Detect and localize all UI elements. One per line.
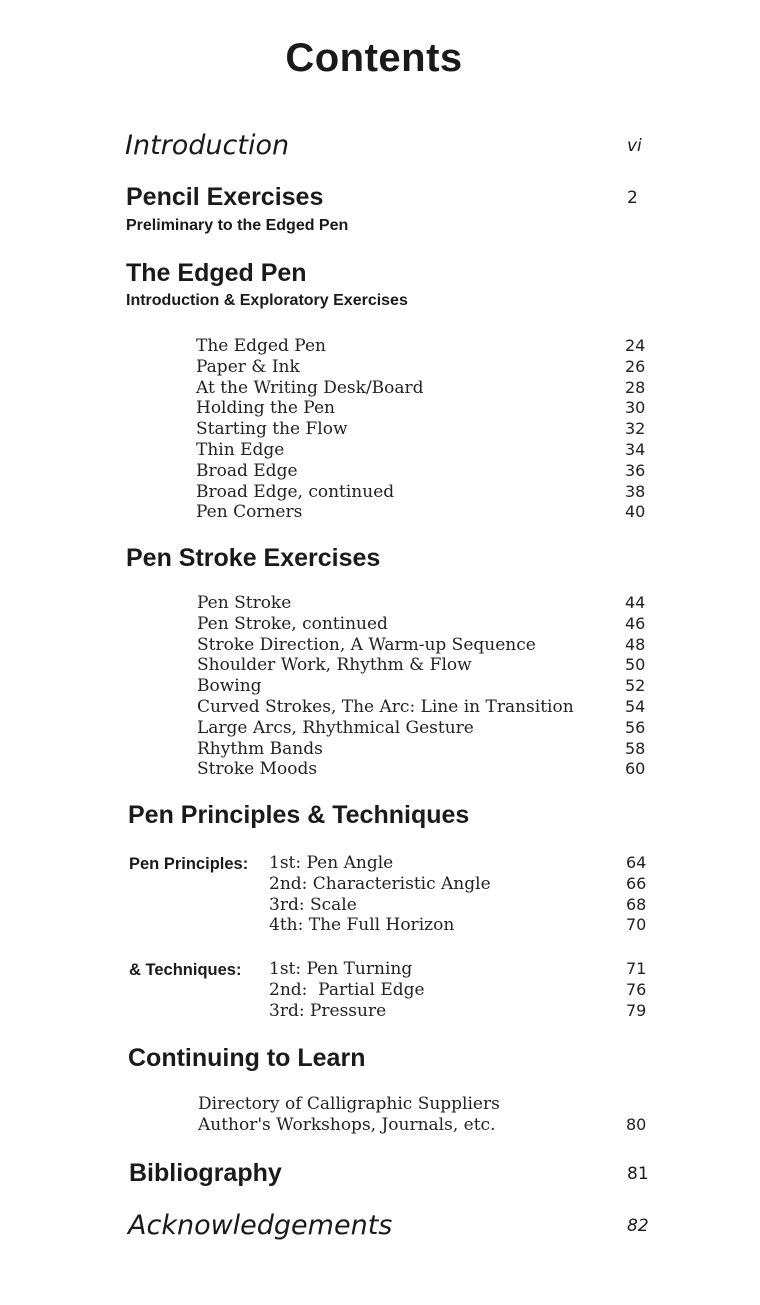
pen-principles-list	[269, 853, 729, 936]
continuing-heading: Continuing to Learn	[128, 1044, 366, 1072]
page-title: Contents	[285, 36, 463, 80]
toc-entry: 3rd: Scale 68	[269, 894, 647, 915]
toc-entry: Large Arcs, Rhythmical Gesture 56	[197, 717, 646, 738]
toc-entry: 4th: The Full Horizon 70	[269, 915, 647, 936]
edged-pen-list	[196, 336, 656, 523]
acknowledgements-page: 82	[627, 1216, 649, 1236]
pencil-exercises-page: 2	[627, 188, 638, 208]
pencil-exercises-heading: Pencil Exercises	[126, 183, 324, 211]
toc-entry: Thin Edge 34	[196, 439, 646, 460]
acknowledgements-heading: Acknowledgements	[128, 1210, 393, 1241]
toc-entry: Pen Stroke, continued 46	[197, 613, 646, 634]
toc-entry: Stroke Moods 60	[197, 759, 646, 780]
bibliography-page: 81	[627, 1164, 649, 1184]
toc-entry: Bowing 52	[197, 676, 646, 697]
continuing-list	[198, 1094, 658, 1136]
toc-entry: Stroke Direction, A Warm-up Sequence 48	[197, 634, 646, 655]
toc-entry: Pen Stroke 44	[197, 593, 646, 613]
toc-entry: Author's Workshops, Journals, etc. 80	[198, 1114, 647, 1135]
bibliography-heading: Bibliography	[129, 1159, 282, 1187]
toc-entry: 2nd: Partial Edge 76	[269, 979, 647, 1000]
toc-entry: Rhythm Bands 58	[197, 738, 646, 759]
edged-pen-subtitle: Introduction & Exploratory Exercises	[126, 292, 408, 309]
toc-entry: Directory of Calligraphic Suppliers	[198, 1094, 500, 1114]
pencil-exercises-subtitle: Preliminary to the Edged Pen	[126, 217, 349, 234]
pen-principles-heading: Pen Principles & Techniques	[128, 801, 470, 829]
toc-entry: The Edged Pen 24	[196, 336, 646, 356]
toc-entry: 1st: Pen Turning 71	[269, 959, 647, 979]
toc-entry: At the Writing Desk/Board 28	[196, 377, 646, 398]
toc-entry: Holding the Pen 30	[196, 398, 646, 419]
pen-principles-label: Pen Principles:	[129, 855, 249, 873]
toc-entry: Broad Edge, continued 38	[196, 481, 646, 502]
introduction-page: vi	[627, 136, 642, 156]
toc-entry: 2nd: Characteristic Angle 66	[269, 873, 647, 894]
toc-entry: Pen Corners 40	[196, 502, 646, 523]
toc-entry: 1st: Pen Angle 64	[269, 853, 647, 873]
toc-entry: Paper & Ink 26	[196, 356, 646, 377]
pen-stroke-list	[197, 593, 657, 780]
toc-entry: Starting the Flow 32	[196, 419, 646, 440]
toc-entry: Curved Strokes, The Arc: Line in Transition 54	[197, 696, 646, 717]
techniques-list	[269, 959, 729, 1021]
edged-pen-heading: The Edged Pen	[126, 259, 307, 287]
introduction-heading: Introduction	[125, 130, 290, 161]
toc-entry: 3rd: Pressure 79	[269, 1000, 647, 1021]
techniques-label: & Techniques:	[129, 961, 242, 979]
toc-entry: Shoulder Work, Rhythm & Flow 50	[197, 655, 646, 676]
pen-stroke-exercises-heading: Pen Stroke Exercises	[126, 544, 381, 572]
toc-entry: Broad Edge 36	[196, 460, 646, 481]
